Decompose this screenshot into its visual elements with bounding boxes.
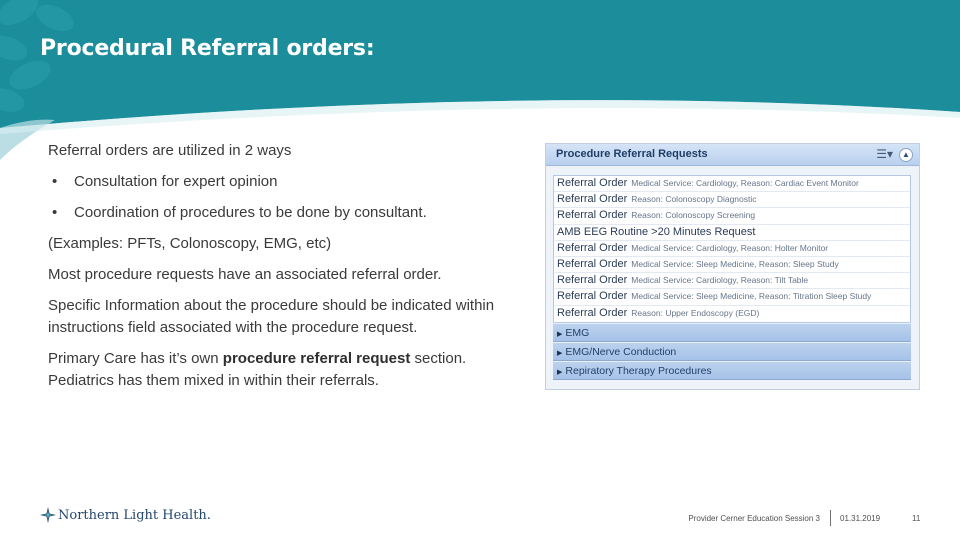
referral-order-row[interactable]: [554, 241, 910, 257]
order-detail: Medical Service: Cardiology, Reason: Cardiac Event Monitor: [631, 178, 859, 188]
slide-title: Procedural Referral orders:: [40, 36, 375, 61]
footer-date: 01.31.2019: [840, 514, 881, 523]
bullet-marker: •: [52, 173, 58, 190]
section-label: Repiratory Therapy Procedures: [565, 364, 712, 377]
menu-dropdown-icon[interactable]: ☰▾: [876, 147, 893, 161]
star-icon: [40, 507, 56, 523]
bullet-item: [48, 171, 528, 193]
page-number: 11: [912, 514, 921, 523]
order-name: Referral Order: [557, 177, 628, 189]
referral-order-row[interactable]: [554, 208, 910, 224]
referral-order-row[interactable]: [554, 192, 910, 208]
bullet-text: Consultation for expert opinion: [74, 173, 278, 190]
northern-light-logo: [40, 507, 211, 523]
body-text: [48, 140, 528, 392]
bullet-text: Coordination of procedures to be done by consultant.: [74, 204, 427, 221]
order-name: Referral Order: [557, 290, 628, 303]
section-label: EMG/Nerve Conduction: [565, 345, 677, 358]
bullet-marker: •: [52, 204, 58, 221]
panel-header: [546, 144, 919, 166]
order-detail: Medical Service: Cardiology, Reason: Tilt Table: [631, 275, 809, 286]
primary-care-suffix: section.: [410, 350, 467, 367]
order-name: Referral Order: [557, 193, 628, 206]
logo-text: Northern Light Health.: [58, 507, 211, 523]
primary-care-prefix: Primary Care has it’s own: [48, 350, 223, 367]
order-detail: Reason: Colonoscopy Diagnostic: [631, 194, 757, 205]
pediatrics-text: Pediatrics has them mixed in within their referrals.: [48, 372, 379, 389]
order-name: Referral Order: [557, 209, 628, 222]
footer-session: Provider Cerner Education Session 3: [688, 514, 820, 523]
procedure-referral-request-emphasis: procedure referral request: [222, 350, 411, 367]
order-detail: Reason: Colonoscopy Screening: [631, 210, 756, 221]
specific-info-text: Specific Information about the procedure should be indicated within instructions field associated with the procedure request.: [48, 297, 495, 336]
expand-caret-icon: ▶: [557, 368, 563, 376]
order-name: Referral Order: [557, 257, 628, 270]
most-requests-text: Most procedure requests have an associated referral order.: [48, 266, 442, 283]
referral-order-row[interactable]: [554, 257, 910, 273]
referral-order-row[interactable]: [554, 176, 910, 192]
expand-caret-icon: ▶: [557, 330, 563, 338]
referral-orders-list: [553, 175, 911, 323]
bullet-item: [48, 202, 528, 224]
collapse-up-icon[interactable]: ▲: [899, 148, 913, 162]
order-name: Referral Order: [557, 306, 628, 319]
procedure-referral-panel: [545, 143, 920, 390]
expand-caret-icon: ▶: [557, 349, 563, 357]
order-name: Referral Order: [557, 274, 628, 287]
order-detail: Medical Service: Sleep Medicine, Reason: Sleep Study: [631, 258, 839, 269]
intro-text: Referral orders are utilized in 2 ways: [48, 142, 292, 159]
order-detail: Reason: Upper Endoscopy (EGD): [631, 307, 760, 318]
order-name: AMB EEG Routine >20 Minutes Request: [557, 225, 756, 238]
examples-text: (Examples: PFTs, Colonoscopy, EMG, etc): [48, 235, 332, 252]
referral-order-row[interactable]: [554, 273, 910, 289]
referral-order-row[interactable]: [554, 225, 910, 241]
referral-order-row[interactable]: [554, 306, 910, 322]
panel-title: Procedure Referral Requests: [556, 148, 708, 160]
order-detail: Medical Service: Cardiology, Reason: Holter Monitor: [631, 242, 829, 253]
primary-care-text: [48, 348, 528, 370]
order-detail: Medical Service: Sleep Medicine, Reason: Titration Sleep Study: [631, 291, 872, 302]
footer-divider: [830, 510, 831, 526]
section-emg[interactable]: [553, 323, 911, 342]
section-emg-nerve-conduction[interactable]: [553, 342, 911, 361]
order-name: Referral Order: [557, 241, 628, 254]
section-respiratory-therapy[interactable]: [553, 361, 911, 380]
referral-order-row[interactable]: [554, 289, 910, 305]
section-label: EMG: [565, 326, 590, 339]
